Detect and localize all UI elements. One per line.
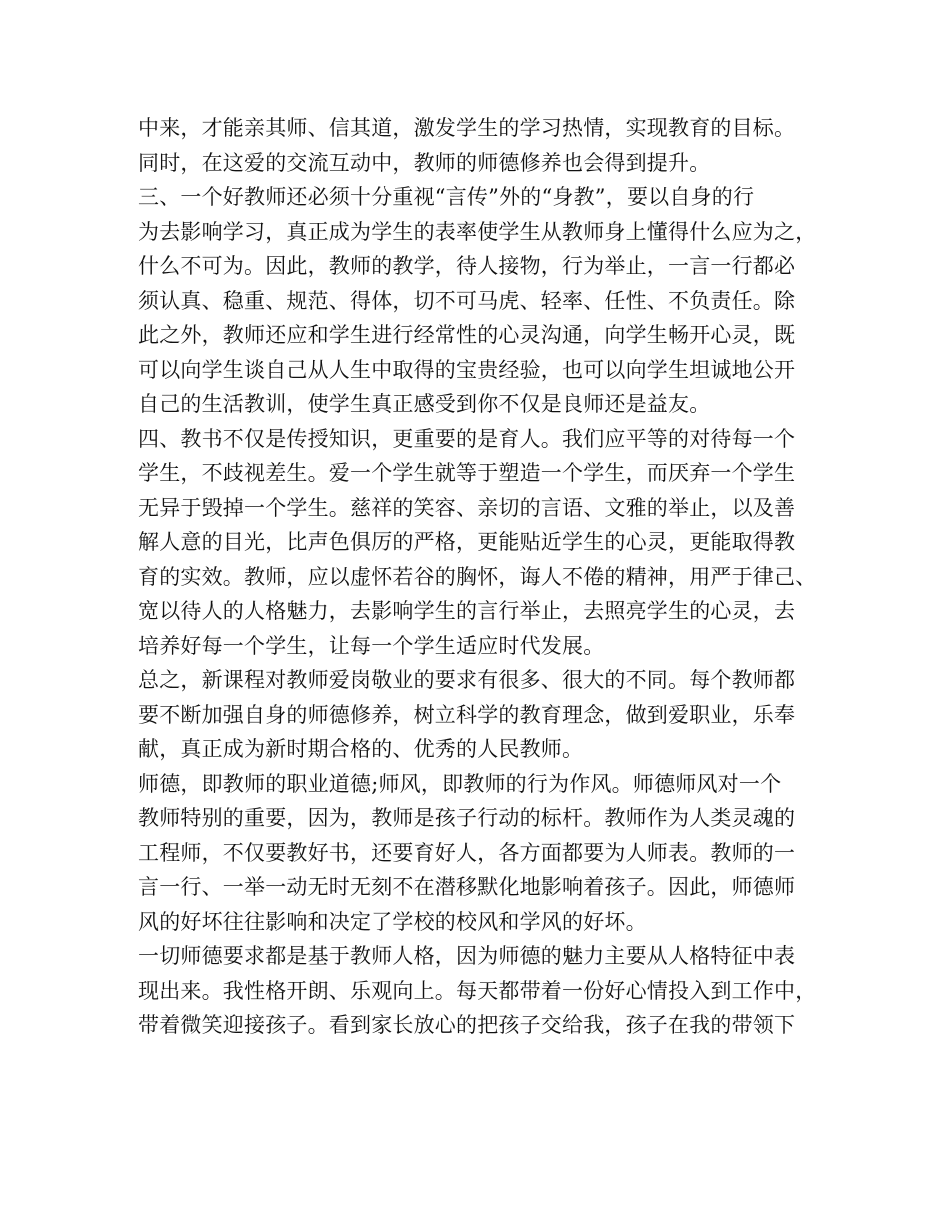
text-line: 风的好坏往往影响和决定了学校的校风和学风的好坏。 [138, 909, 647, 934]
text-line: 献，真正成为新时期合格的、优秀的人民教师。 [138, 737, 584, 761]
text-line: 无异于毁掉一个学生。慈祥的笑容、亲切的言语、文雅的举止，以及善 [138, 495, 796, 520]
text-line: 一切师德要求都是基于教师人格，因为师德的魅力主要从人格特征中表 [138, 944, 796, 968]
text-line: 为去影响学习，真正成为学生的表率使学生从教师身上懂得什么应为之， [138, 219, 817, 244]
text-line: 三、一个好教师还必须十分重视“言传”外的“身教”，要以自身的行 [138, 185, 755, 209]
text-line: 中来，才能亲其师、信其道，激发学生的学习热情，实现教育的目标。 [138, 116, 796, 140]
text-line: 解人意的目光，比声色俱厉的严格，更能贴近学生的心灵，更能取得教 [138, 530, 796, 554]
text-line: 教师特别的重要，因为，教师是孩子行动的标杆。教师作为人类灵魂的 [138, 806, 796, 830]
text-line: 现出来。我性格开朗、乐观向上。每天都带着一份好心情投入到工作中， [138, 978, 817, 1003]
text-line: 四、教书不仅是传授知识，更重要的是育人。我们应平等的对待每一个 [138, 426, 796, 451]
text-line: 自己的生活教训，使学生真正感受到你不仅是良师还是益友。 [138, 392, 711, 416]
text-line: 可以向学生谈自己从人生中取得的宝贵经验，也可以向学生坦诚地公开 [138, 357, 796, 382]
text-line: 学生，不歧视差生。爱一个学生就等于塑造一个学生，而厌弃一个学生 [138, 461, 796, 485]
text-line: 育的实效。教师，应以虚怀若谷的胸怀，诲人不倦的精神，用严于律己、 [138, 564, 817, 589]
text-line: 宽以待人的人格魅力，去影响学生的言行举止，去照亮学生的心灵，去 [138, 599, 796, 623]
text-line: 此之外，教师还应和学生进行经常性的心灵沟通，向学生畅开心灵，既 [138, 323, 796, 347]
text-line: 师德，即教师的职业道德;师风，即教师的行为作风。师德师风对一个 [138, 771, 782, 796]
text-line: 同时，在这爱的交流互动中，教师的师德修养也会得到提升。 [138, 150, 711, 175]
text-line: 总之，新课程对教师爱岗敬业的要求有很多、很大的不同。每个教师都 [138, 668, 796, 692]
text-line: 带着微笑迎接孩子。看到家长放心的把孩子交给我，孩子在我的带领下 [138, 1013, 796, 1037]
text-line: 言一行、一举一动无时无刻不在潜移默化地影响着孩子。因此，师德师 [138, 875, 796, 899]
body-text [138, 111, 818, 1043]
text-line: 培养好每一个学生，让每一个学生适应时代发展。 [138, 633, 605, 658]
text-line: 要不断加强自身的师德修养，树立科学的教育理念，做到爱职业，乐奉 [138, 702, 796, 727]
text-line: 工程师，不仅要教好书，还要育好人，各方面都要为人师表。教师的一 [138, 840, 796, 865]
text-line: 什么不可为。因此，教师的教学，待人接物，行为举止，一言一行都必 [138, 254, 796, 278]
text-line: 须认真、稳重、规范、得体，切不可马虎、轻率、任性、不负责任。除 [138, 288, 796, 313]
